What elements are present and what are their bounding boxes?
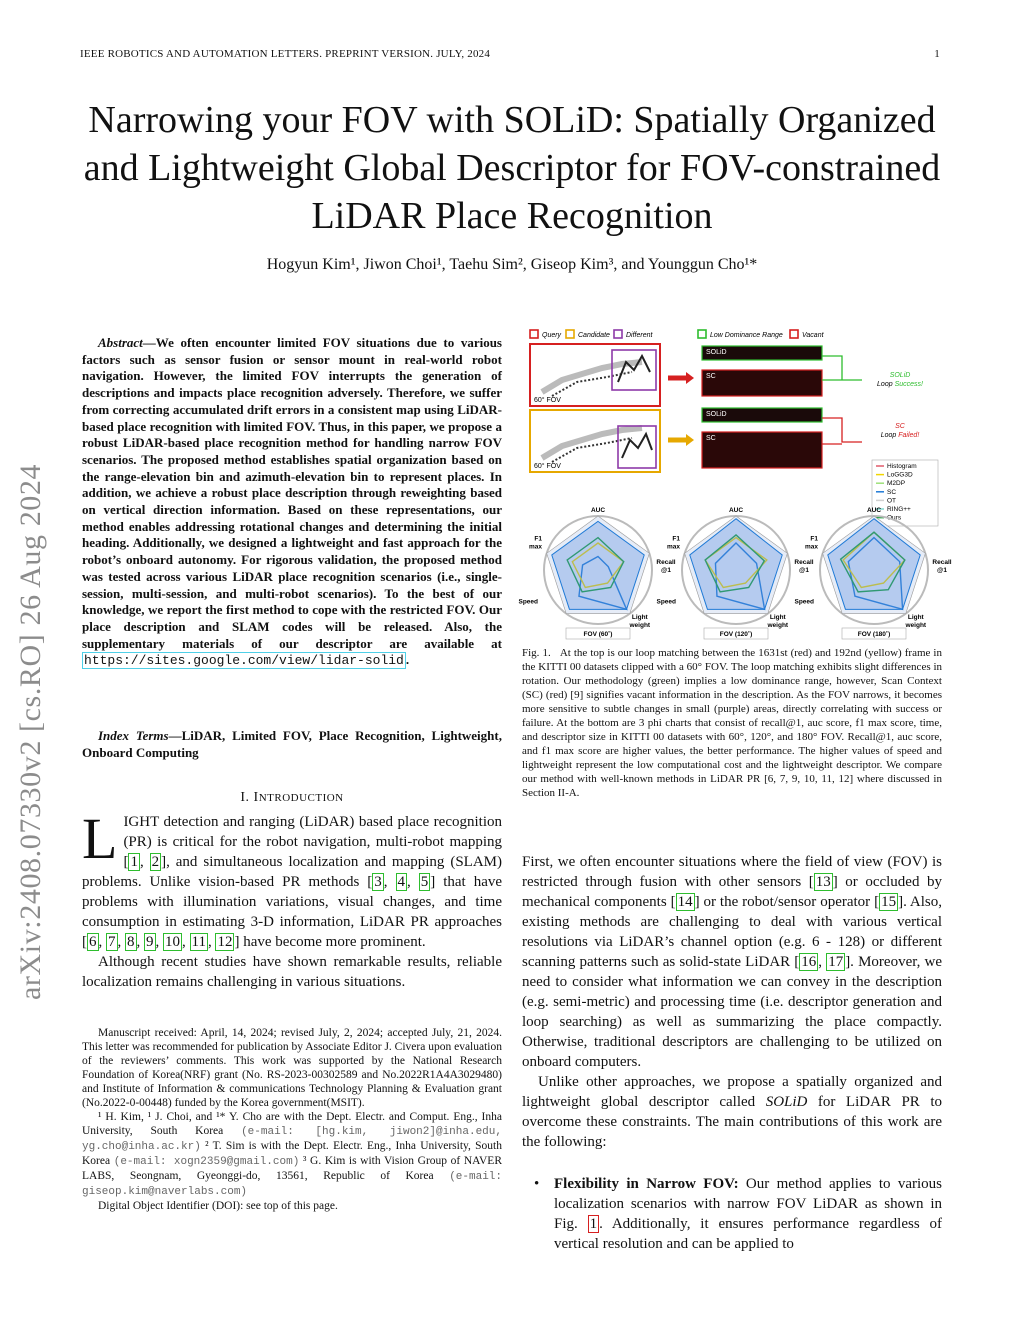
cite-11[interactable]: 11	[191, 934, 206, 950]
page-number: 1	[934, 48, 940, 60]
radar-axis-label: Recall @1	[932, 559, 952, 574]
cite-16[interactable]: 16	[801, 954, 817, 970]
legend-low-dominance: Low Dominance Range	[710, 332, 783, 339]
cite-7[interactable]: 7	[108, 934, 116, 950]
radar-shape	[690, 519, 782, 610]
radar-axis-label: Light weight	[767, 614, 789, 630]
email-2: (e-mail: xogn2359@gmail.com)	[113, 1156, 300, 1168]
cite-6[interactable]: 6	[89, 934, 97, 950]
author-list: Hogyun Kim¹, Jiwon Choi¹, Taehu Sim², Giseop Kim³, and Younggun Cho¹*	[266, 256, 758, 273]
descriptor-rows	[702, 346, 822, 468]
section-number: I.	[240, 790, 250, 805]
radar-axis-label: Light weight	[629, 614, 651, 630]
radar-axis-label: F1 max	[666, 535, 680, 551]
radar-charts	[518, 507, 951, 639]
success-method: SOLiD	[889, 372, 911, 379]
cite-8[interactable]: 8	[127, 934, 135, 950]
cite-1[interactable]: 1	[130, 854, 138, 870]
svg-text:Loop Failed!: Loop Failed!	[880, 432, 920, 439]
introduction-text: LIGHT detection and ranging (LiDAR) based place recognition (PR) is critical for the robot navigation, multi-robot mapping [ 1 , 2 ], and simultaneous localization and mapping (SLAM) problems. Unlike vision-based PR methods [ 3 , 4 , 5 ] that have problems with illumination variations, visual changes, and time consumption in estimating 3-D information, LiDAR PR approaches [ 6 , 7 , 8 , 9 , 10 , 11 , 12 ] have become more prominent. Although recent studies have shown remarkable results, reliable localization remains challenging in various situations.	[82, 806, 503, 990]
email-1: (e-mail: [hg.kim, jiwon2]@inha.edu, yg.cho@inha.ac.kr)	[82, 1126, 502, 1153]
solid-emphasis: SOLiD	[765, 1094, 808, 1110]
radar-title-3: FOV (180˚)	[857, 631, 891, 638]
radar-axis-label: Light weight	[905, 614, 927, 630]
fig-ref-1[interactable]: 1	[589, 1216, 598, 1232]
radar-shape	[552, 521, 644, 609]
radar-axis-label: AUC	[866, 507, 882, 514]
supplementary-link[interactable]: https://sites.google.com/view/lidar-solid	[84, 653, 404, 669]
cite-13[interactable]: 13	[815, 874, 831, 890]
index-terms-label: Index Terms	[98, 728, 169, 743]
journal-header: IEEE ROBOTICS AND AUTOMATION LETTERS. PREPRINT VERSION. JULY, 2024	[80, 48, 491, 60]
legend-m2dp-label: M2DP	[887, 480, 906, 488]
legend-sc-label: SC	[887, 488, 897, 496]
radar-axis-label: Recall @1	[656, 559, 676, 574]
fov-label-2: 60° FOV	[534, 463, 561, 470]
caption-label: Fig. 1.	[522, 647, 551, 659]
cite-3[interactable]: 3	[374, 874, 382, 890]
radar-axis-label: Speed	[656, 598, 676, 606]
intro-p1-c: ] that have problems with illumination variations, visual changes, and time consumption in estimating 3-D information, LiDAR PR approaches [	[82, 874, 503, 950]
figure-top-legend	[530, 330, 825, 339]
legend-ring-label: RING++	[887, 506, 911, 513]
cite-14[interactable]: 14	[677, 894, 693, 910]
svg-text:Loop Success!: Loop Success!	[877, 381, 923, 388]
legend-different: Different	[626, 332, 653, 339]
row-sc-2: SC	[706, 435, 716, 442]
right-column-text: First, we often encounter situations where the field of view (FOV) is restricted through fusion with other sensors [ 13 ] or occluded by mechanical components [ 14 ] or the robot/sensor operator [ 15 ]. Also, existing methods are challenging to deal with various vertical resolutions via LiDAR’s channel option (e.g. 6 - 128) or different scanning patterns such as solid-state LiDAR [ 16 , 17 ]. Moreover, we need to consider what information we can convey in the description (e.g. semi-metric) and processing time (i.e. descriptor generation and loop searching) as well as summarizing the place compactly. Otherwise, traditional descriptors are challenging to be utilized on onboard computers. Unlike other approaches, we propose a spatially organized and lightweight global descriptor called SOLiD for LiDAR PR to overcome these constraints. The main contributions of this work are the following:	[522, 854, 942, 1150]
legend-histogram-label: Histogram	[887, 463, 917, 470]
radar-title-1: FOV (60˚)	[583, 631, 613, 638]
failed-method: SC	[895, 423, 905, 430]
cite-12[interactable]: 12	[217, 934, 233, 950]
row-solid-1: SOLiD	[706, 349, 727, 356]
footnote-affil-a: ¹ H. Kim, ¹ J. Choi, and ¹* Y. Cho are with the Dept. Electr. and Comput. Eng., Inha University, South Korea	[82, 1111, 502, 1137]
legend-vacant: Vacant	[802, 332, 824, 339]
abstract-label: Abstract	[98, 335, 143, 350]
radar-axis-label: Recall @1	[794, 559, 814, 574]
cite-17[interactable]: 17	[828, 954, 844, 970]
intro-p1-b: ], and simultaneous localization and mapping (SLAM) problems. Unlike vision-based PR methods [	[82, 854, 502, 890]
footnote-doi: Digital Object Identifier (DOI): see top of this page.	[98, 1200, 338, 1212]
cite-10[interactable]: 10	[165, 934, 180, 950]
drop-cap: L	[82, 806, 118, 871]
footnote-affil-b: ² T. Sim is with the Dept. Electr. Eng., Inha University, South Korea	[82, 1140, 502, 1167]
footnote-manuscript: Manuscript received: April, 14, 2024; revised July, 2, 2024; accepted July, 21, 2024. This letter was recommended for publication by Associate Editor J. Civera upon evaluation of the reviewers’ comments. This work was supported by the National Research Foundation of Korea(NRF) grant (No. RS-2023-00302589 and No.2022R1A4A3029480) and Institute of Information & communications Technology Planning & Evaluation grant (No.2022-0-00448) funded by the Korea government(MSIT).	[82, 1027, 502, 1109]
fov-label-1: 60° FOV	[534, 397, 561, 404]
radar-title-2: FOV (120˚)	[719, 631, 753, 638]
section-title-initial: I	[253, 790, 259, 805]
loop-failed	[881, 423, 920, 439]
abstract: Abstract—We often encounter limited FOV situations due to various factors such as sensor fusion or sensor mount in real-world robot navigation. However, the limited FOV interrupts the generation of descriptions and impacts place recognition adversely. Therefore, we suffer from correcting accumulated drift errors in a consistent map using LiDAR-based place recognition with limited FOV. Thus, in this paper, we propose a robust LiDAR-based place recognition method for handling narrow FOV scenarios. The proposed method establishes spatial organization based on the range-elevation bin and azimuth-elevation bin to represent places. In addition, we achieve a robust place description through reweighting based on vertical direction information. Based on these representations, our method enables addressing rotational changes and determining the initial heading. Additionally, we designed a lightweight and fast approach for the robot’s onboard autonomy. For rigorous validation, the proposed method was tested across various LiDAR place recognition scenarios (i.e., single-session, multi-session, and multi-robot scenarios). To the best of our knowledge, we report the first method to cope with the restricted FOV. Our place description and SLAM codes will be released. Also, the supplementary materials of our descriptor are available at https://sites.google.com/view/lidar-solid .	[82, 335, 502, 669]
intro-p2: Although recent studies have shown remarkable results, reliable localization remains challenging in various situations.	[82, 954, 502, 990]
cite-2[interactable]: 2	[151, 854, 160, 870]
section-heading	[82, 790, 502, 806]
row-sc-1: SC	[706, 373, 716, 380]
cite-5[interactable]: 5	[420, 874, 429, 890]
bullet-title: Flexibility in Narrow FOV:	[554, 1176, 739, 1192]
footnotes	[82, 1026, 502, 1213]
pointcloud-candidate	[530, 410, 660, 472]
caption-text: At the top is our loop matching between the 1631st (red) and 192nd (yellow) frame in the KITTI 00 datasets clipped with a 60° FOV. The loop matching exhibits slight differences in rotation. Our methodology (green) implies a low dominance range, however, Scan Context (SC) (red) [9] signifies vacant information in the description. As the FOV narrows, it becomes more sensitive to subtle changes in small (purple) areas, directly correlating with success or failure. At the bottom are 3 phi charts that consist of recall@1, auc score, f1 max score, time, and descriptor size in KITTI 00 datasets with 60°, 120°, and 180° FOV. Recall@1, auc score, and f1 max score are higher values, the better performance. The higher values of speed and lightweight represent the low computational cost and the lightweight descriptor. We compare our method with well-known methods in LiDAR PR [6, 7, 9, 10, 11, 12] where discussed in Section II-A.	[522, 647, 942, 799]
figure-1	[518, 322, 952, 640]
running-header	[80, 48, 940, 60]
radar-axis-label: Speed	[794, 598, 814, 606]
radar-axis-label: AUC	[728, 507, 744, 514]
section-title-rest: NTRODUCTION	[258, 792, 344, 804]
legend-ours-label: Ours	[887, 514, 902, 522]
legend-query: Query	[542, 332, 562, 339]
paper-title: Narrowing your FOV with SOLiD: Spatially Organized and Lightweight Global Descriptor for FOV-constrained LiDAR Place Recognition	[83, 99, 941, 237]
index-terms-text: LiDAR, Limited FOV, Place Recognition, Lightweight, Onboard Computing	[82, 728, 502, 760]
loop-success	[877, 372, 923, 388]
cite-4[interactable]: 4	[397, 874, 406, 890]
cite-9[interactable]: 9	[146, 934, 154, 950]
radar-shape	[828, 519, 920, 610]
radar-axis-label: F1 max	[804, 535, 818, 551]
intro-p1-d: ] have become more prominent.	[234, 934, 426, 950]
radar-axis-label: Speed	[518, 598, 538, 606]
footnote-affil-c: ³ G. Kim is with Vision Group of NAVER LABS, Seongnam, Gyeonggi-do, 13561, Republic of Korea	[82, 1155, 502, 1182]
index-terms: Index Terms—LiDAR, Limited FOV, Place Recognition, Lightweight, Onboard Computing	[82, 728, 502, 760]
figure-caption	[522, 646, 942, 800]
legend-candidate: Candidate	[578, 332, 610, 339]
abstract-text: We often encounter limited FOV situations due to various factors such as sensor fusion or sensor mount in real-world robot navigation. However, the limited FOV interrupts the generation of descriptions and impacts place recognition adversely. Therefore, we suffer from correcting accumulated drift errors in a consistent map using LiDAR-based place recognition with limited FOV. Thus, in this paper, we propose a robust LiDAR-based place recognition method for handling narrow FOV scenarios. The proposed method establishes spatial organization based on the range-elevation bin and azimuth-elevation bin to represent places. In addition, we achieve a robust place description through reweighting based on vertical direction information. Based on these representations, our method enables addressing rotational changes and determining the initial heading. Additionally, we designed a lightweight and fast approach for the robot’s onboard autonomy. For rigorous validation, the proposed method was tested across various LiDAR place recognition scenarios (i.e., single-session, multi-session, and multi-robot scenarios). To the best of our knowledge, we report the first method to cope with the restricted FOV. Our place description and SLAM codes will be released. Also, the supplementary materials of our descriptor are available at	[82, 335, 502, 651]
email-3: (e-mail: giseop.kim@naverlabs.com)	[82, 1171, 502, 1198]
radar-axis-label: AUC	[590, 507, 606, 514]
contribution-bullet: • Flexibility in Narrow FOV: Our method applies to various localization scenarios with narrow FOV LiDAR as shown in Fig. 1 . Additionally, it ensures performance regardless of vertical resolution and can be applied to	[534, 1176, 942, 1252]
pointcloud-query	[530, 344, 660, 406]
radar-axis-label: F1 max	[528, 535, 542, 551]
legend-logg3d-label: LoGG3D	[887, 471, 913, 479]
arxiv-watermark: arXiv:2408.07330v2 [cs.RO] 26 Aug 2024	[14, 463, 47, 1000]
legend-ot-label: OT	[887, 497, 897, 505]
intro-p1-a: IGHT detection and ranging (LiDAR) based place recognition (PR) is critical for the robot navigation, multi-robot mapping [	[123, 814, 502, 870]
cite-15[interactable]: 15	[881, 894, 897, 910]
row-solid-2: SOLiD	[706, 411, 727, 418]
